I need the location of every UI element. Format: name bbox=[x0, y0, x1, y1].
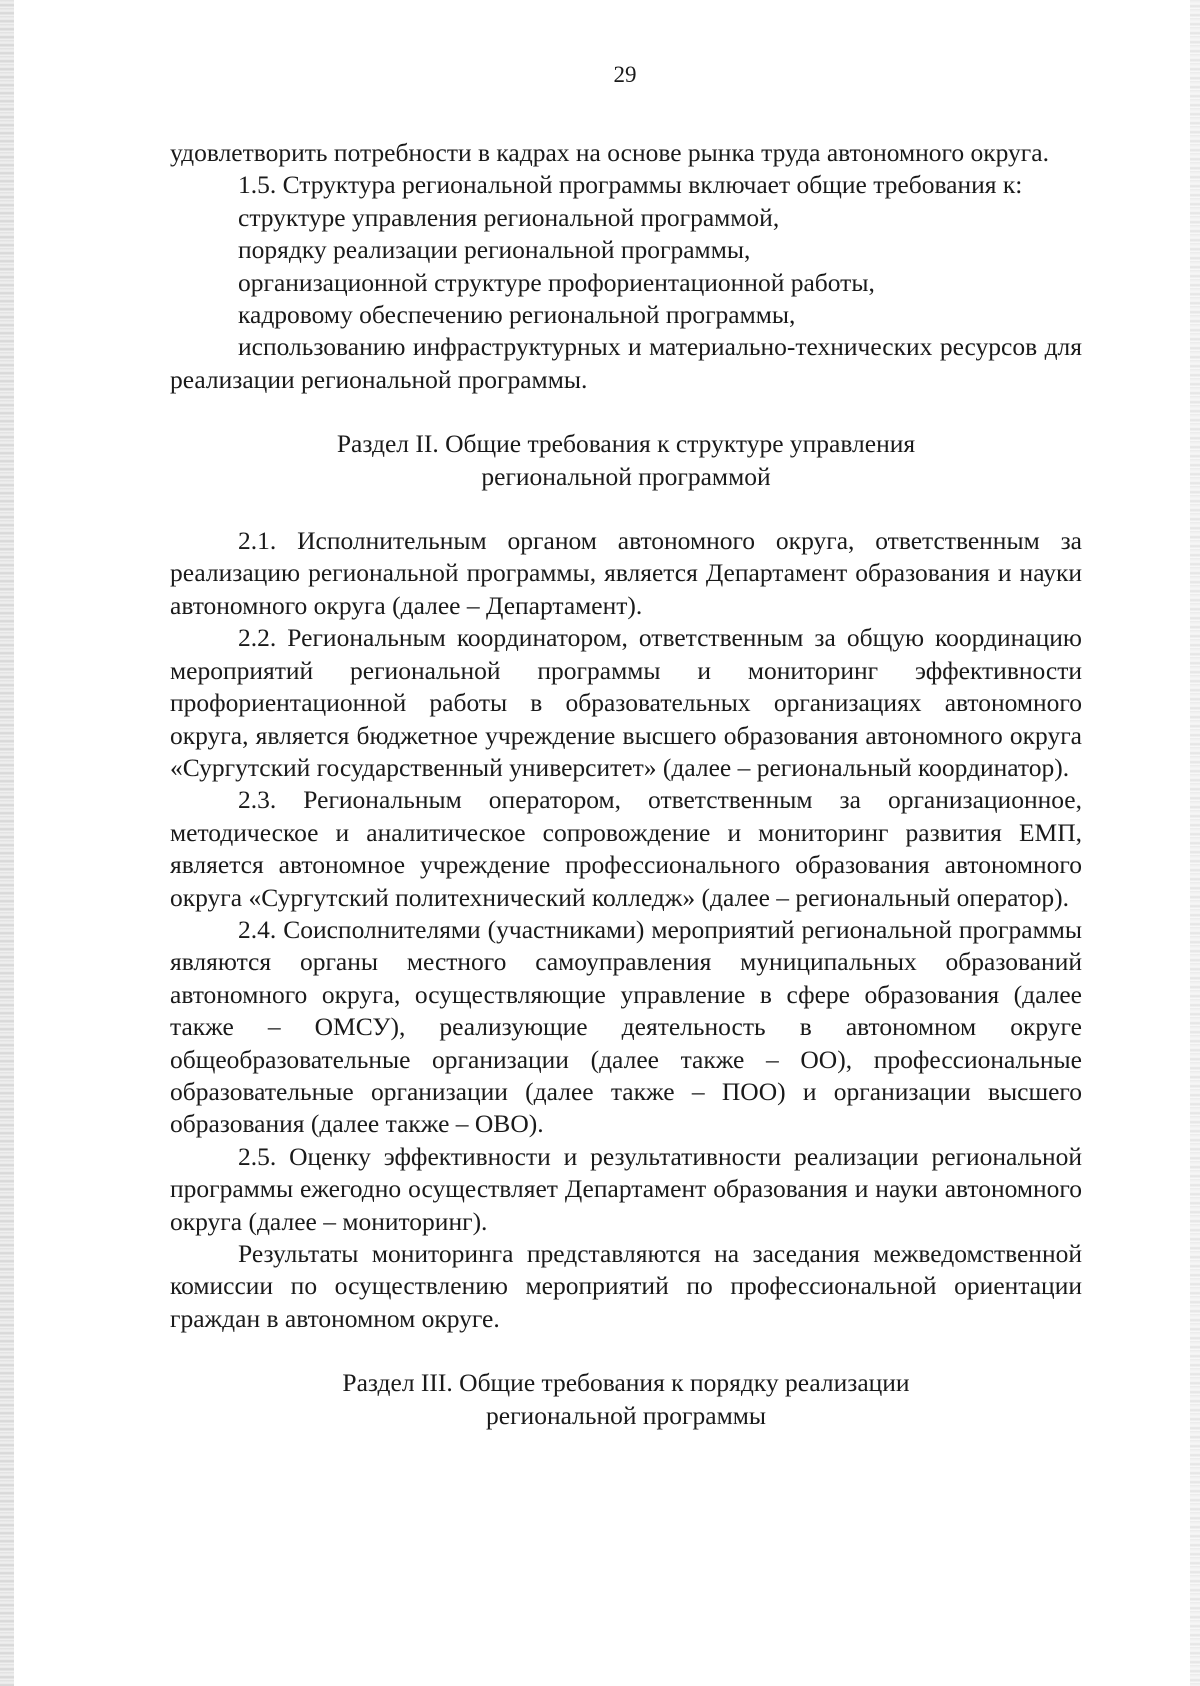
paragraph-monitoring-results: Результаты мониторинга представляются на заседания межведомственной комиссии по осуществлению мероприятий по профессиональной ориентации граждан в автономном округе. bbox=[170, 1239, 1082, 1333]
section-3-heading-line2: региональной программы bbox=[486, 1400, 766, 1430]
list-item: порядку реализации региональной программы, bbox=[238, 235, 751, 265]
list-item: организационной структуре профориентационной работы, bbox=[238, 267, 875, 297]
scan-edge-left bbox=[0, 0, 14, 1686]
scan-edge-right bbox=[1190, 0, 1200, 1686]
paragraph-2-1: 2.1. Исполнительным органом автономного округа, ответственным за реализацию региональной программы, является Департамент образования и науки автономного округа (далее – Департамент). bbox=[170, 526, 1082, 620]
paragraph-continuation: удовлетворить потребности в кадрах на основе рынка труда автономного округа. bbox=[170, 138, 1049, 167]
section-3-heading bbox=[170, 1367, 1082, 1432]
paragraph-2-5: 2.5. Оценку эффективности и результативности реализации региональной программы ежегодно осуществляет Департамент образования и науки автономного округа (далее – мониторинг). bbox=[170, 1141, 1082, 1236]
paragraph-2-4: 2.4. Соисполнителями (участниками) мероприятий региональной программы являются органы местного самоуправления муниципальных образований автономного округа, осуществляющие управление в сфере образования (далее также – ОМСУ), реализующие деятельность в автономном округе общеобразовательные организации (далее также – ОО), профессиональные образовательные организации (далее также – ПОО) и организации высшего образования (далее также – ОВО). bbox=[170, 914, 1082, 1139]
section-2-heading-line1: Раздел II. Общие требования к структуре управления bbox=[336, 429, 916, 459]
paragraph-1-5: 1.5. Структура региональной программы включает общие требования к: bbox=[238, 170, 1023, 200]
section-2-heading-line2: региональной программой bbox=[481, 461, 771, 491]
list-item: кадровому обеспечению региональной программы, bbox=[238, 300, 796, 330]
section-2-heading bbox=[170, 428, 1082, 493]
list-item: структуре управления региональной программой, bbox=[238, 202, 780, 232]
page-number: 29 bbox=[613, 62, 637, 87]
document-body bbox=[170, 137, 1082, 1464]
list-item: использованию инфраструктурных и материально-технических ресурсов для реализации региональной программы. bbox=[170, 332, 1082, 394]
section-3-heading-line1: Раздел III. Общие требования к порядку реализации bbox=[342, 1368, 910, 1398]
paragraph-2-3: 2.3. Региональным оператором, ответственным за организационное, методическое и аналитическое сопровождение и мониторинг развития ЕМП, является автономное учреждение профессионального образования автономного округа «Сургутский политехнический колледж» (далее – региональный оператор). bbox=[170, 785, 1082, 912]
paragraph-2-2: 2.2. Региональным координатором, ответственным за общую координацию мероприятий региональной программы и мониторинг эффективности профориентационной работы в образовательных организациях автономного округа, является бюджетное учреждение высшего образования автономного округа «Сургутский государственный университет» (далее – региональный координатор). bbox=[170, 623, 1082, 782]
